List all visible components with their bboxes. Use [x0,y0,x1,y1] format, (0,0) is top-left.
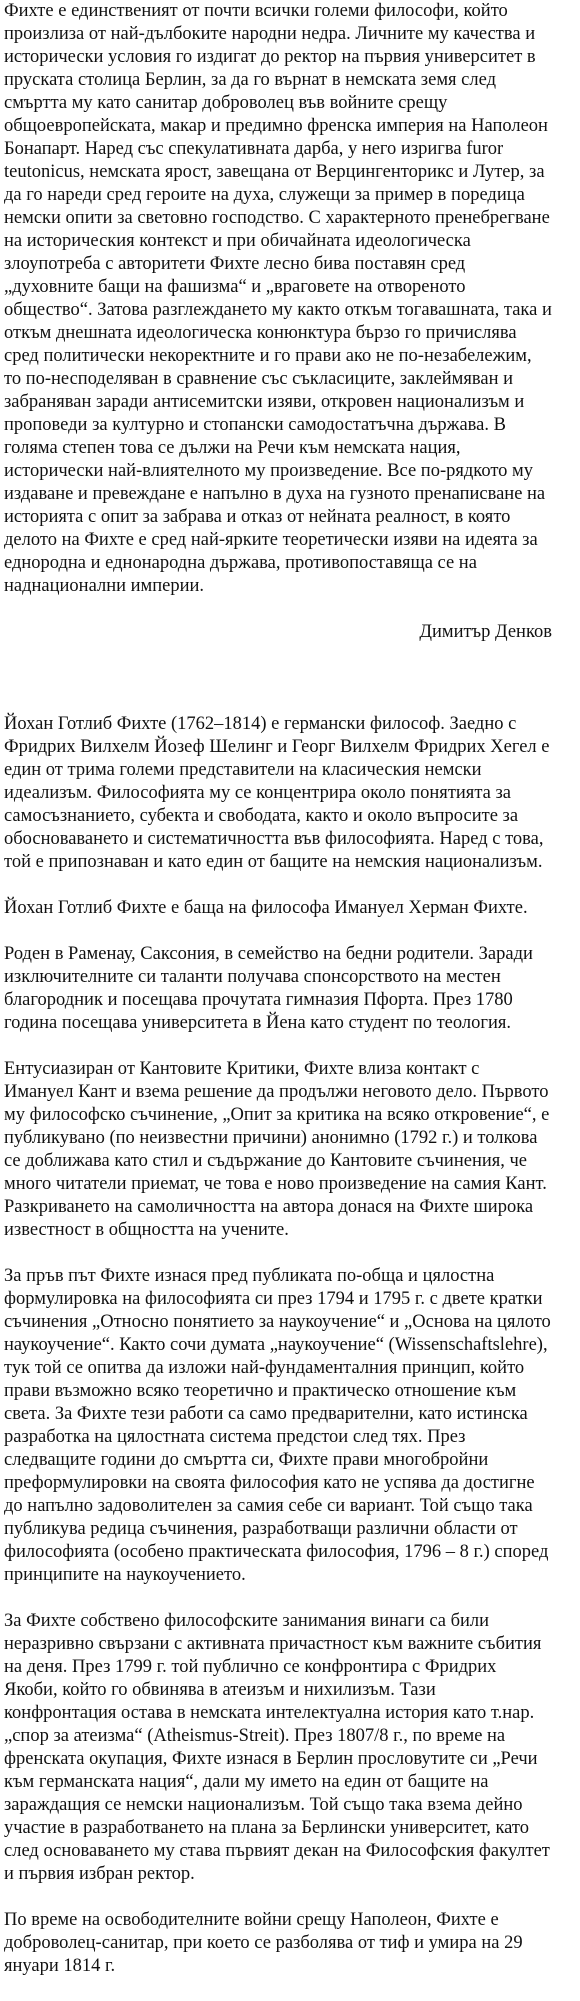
bio-paragraph-early-life: Роден в Раменау, Саксония, в семейство на бедни родители. Заради изключителните си таланти получава спонсорството на местен благородник и посещава прочутата гимназия Пфорта. През 1780 година посещава университета в Йена като студент по теология. [4,944,533,1033]
document-page [4,0,576,2001]
intro-paragraph: Фихте е единственият от почти всички големи философи, който произлиза от най-дълбоките народни недра. Личните му качества и исторически условия го издигат до ректор на първия университет в пруската столица Берлин, за да го върнат в немската земя след смъртта му като санитар доброволец във войните срещу общоевропейската, макар и предимно френска империя на Наполеон Бонапарт. Наред със спекулативната дарба, у него изригва furor teutonicus, немската ярост, завещана от Верцингенторикс и Лутер, за да го нареди сред героите на духа, служещи за пример в поредица немски опити за световно господство. С характерното пренебрегване на историческия контекст и при обичайната идеологическа злоупотреба с авторитети Фихте лесно бива поставян сред „духовните бащи на фашизма“ и „враговете на отвореното общество“. Затова разглеждането му както откъм тогавашната, така и откъм днешната идеологическа конюнктура бързо го причислява сред политически некоректните и го прави ако не по-незабележим, то по-несподеляван в сравнение със съкласиците, заклеймяван и забраняван заради антисемитски изяви, откровен национализъм и проповеди за културно и стопански самодостатъчна държава. В голяма степен това се дължи на Речи към немската нация, исторически най-влиятелното му произведение. Все по-рядкото му издаване и превеждане е напълно в духа на гузното пренаписване на историята с опит за забрава и отказ от нейната реалност, в която делото на Фихте е сред най-ярките теоретически изяви на идеята за еднородна и еднонародна държава, противопоставяща се на наднационални империи. [4,1,552,596]
author-signature: Димитър Денков [419,622,552,642]
bio-paragraph-overview: Йохан Готлиб Фихте (1762–1814) е германски философ. Заедно с Фридрих Вилхелм Йозеф Шелинг и Георг Вилхелм Фридрих Хегел е един от трима големи представители на класическия немски идеализъм. Философията му се концентрира около понятията за самосъзнанието, субекта и свободата, както и около въпросите за обосноваването и систематичността във философията. Наред с това, той е припознаван и като един от бащите на немския национализъм. [4,714,550,872]
bio-paragraph-wissenschaftslehre: За пръв път Фихте изнася пред публиката по-обща и цялостна формулировка на философията си през 1794 и 1795 г. с двете кратки съчинения „Относно понятието за наукоучение“ и „Основа на цялото наукоучение“. Както сочи думата „наукоучение“ (Wissenschaftslehre), тук той се опитва да изложи най-фундаменталния принцип, който прави възможно всяко теоретично и практическо отношение към света. За Фихте тези работи са само предварителни, като истинска разработка на цялостната система предстои след тях. През следващите години до смъртта си, Фихте прави многобройни преформулировки на своята философия като не успява да достигне до напълно задоволителен за самия себе си вариант. Той също така публикува редица съчинения, разработващи различни области от философията (особено практическата философия, 1796 – 8 г.) според принципите на наукоучението. [4,1266,551,1585]
bio-paragraph-son: Йохан Готлиб Фихте е баща на философа Имануел Херман Фихте. [4,898,528,918]
bio-paragraph-public-life: За Фихте собствено философските занимания винаги са били неразривно свързани с активната причастност към важните събития на деня. През 1799 г. той публично се конфронтира с Фридрих Якоби, който го обвинява в атеизъм и нихилизъм. Тази конфронтация остава в немската интелектуална история като т.нар. „спор за атеизма“ (Atheismus-Streit). През 1807/8 г., по време на френската окупация, Фихте изнася в Берлин прословутите си „Речи към германската нация“, дали му името на един от бащите на зараждащия се немски национализъм. Той също така взема дейно участие в разработването на плана за Берлински университет, като след основаването му става първият декан на Философския факултет и първия избран ректор. [4,1611,550,1884]
biography-section [4,713,576,1978]
bio-paragraph-death: По време на освободителните войни срещу Наполеон, Фихте е доброволец-санитар, при което се разболява от тиф и умира на 29 януари 1814 г. [4,1910,523,1976]
bio-paragraph-kant: Ентусиазиран от Кантовите Критики, Фихте влиза контакт с Имануел Кант и взема решение да продължи неговото дело. Първото му философско съчинение, „Опит за критика на всяко откровение“, е публикувано (по неизвестни причини) анонимно (1792 г.) и толкова се доближава като стил и съдържание до Кантовите съчинения, че много читатели приемат, че това е ново произведение на самия Кант. Разкриването на самоличността на автора донася на Фихте широка известност в общността на учените. [4,1059,550,1240]
